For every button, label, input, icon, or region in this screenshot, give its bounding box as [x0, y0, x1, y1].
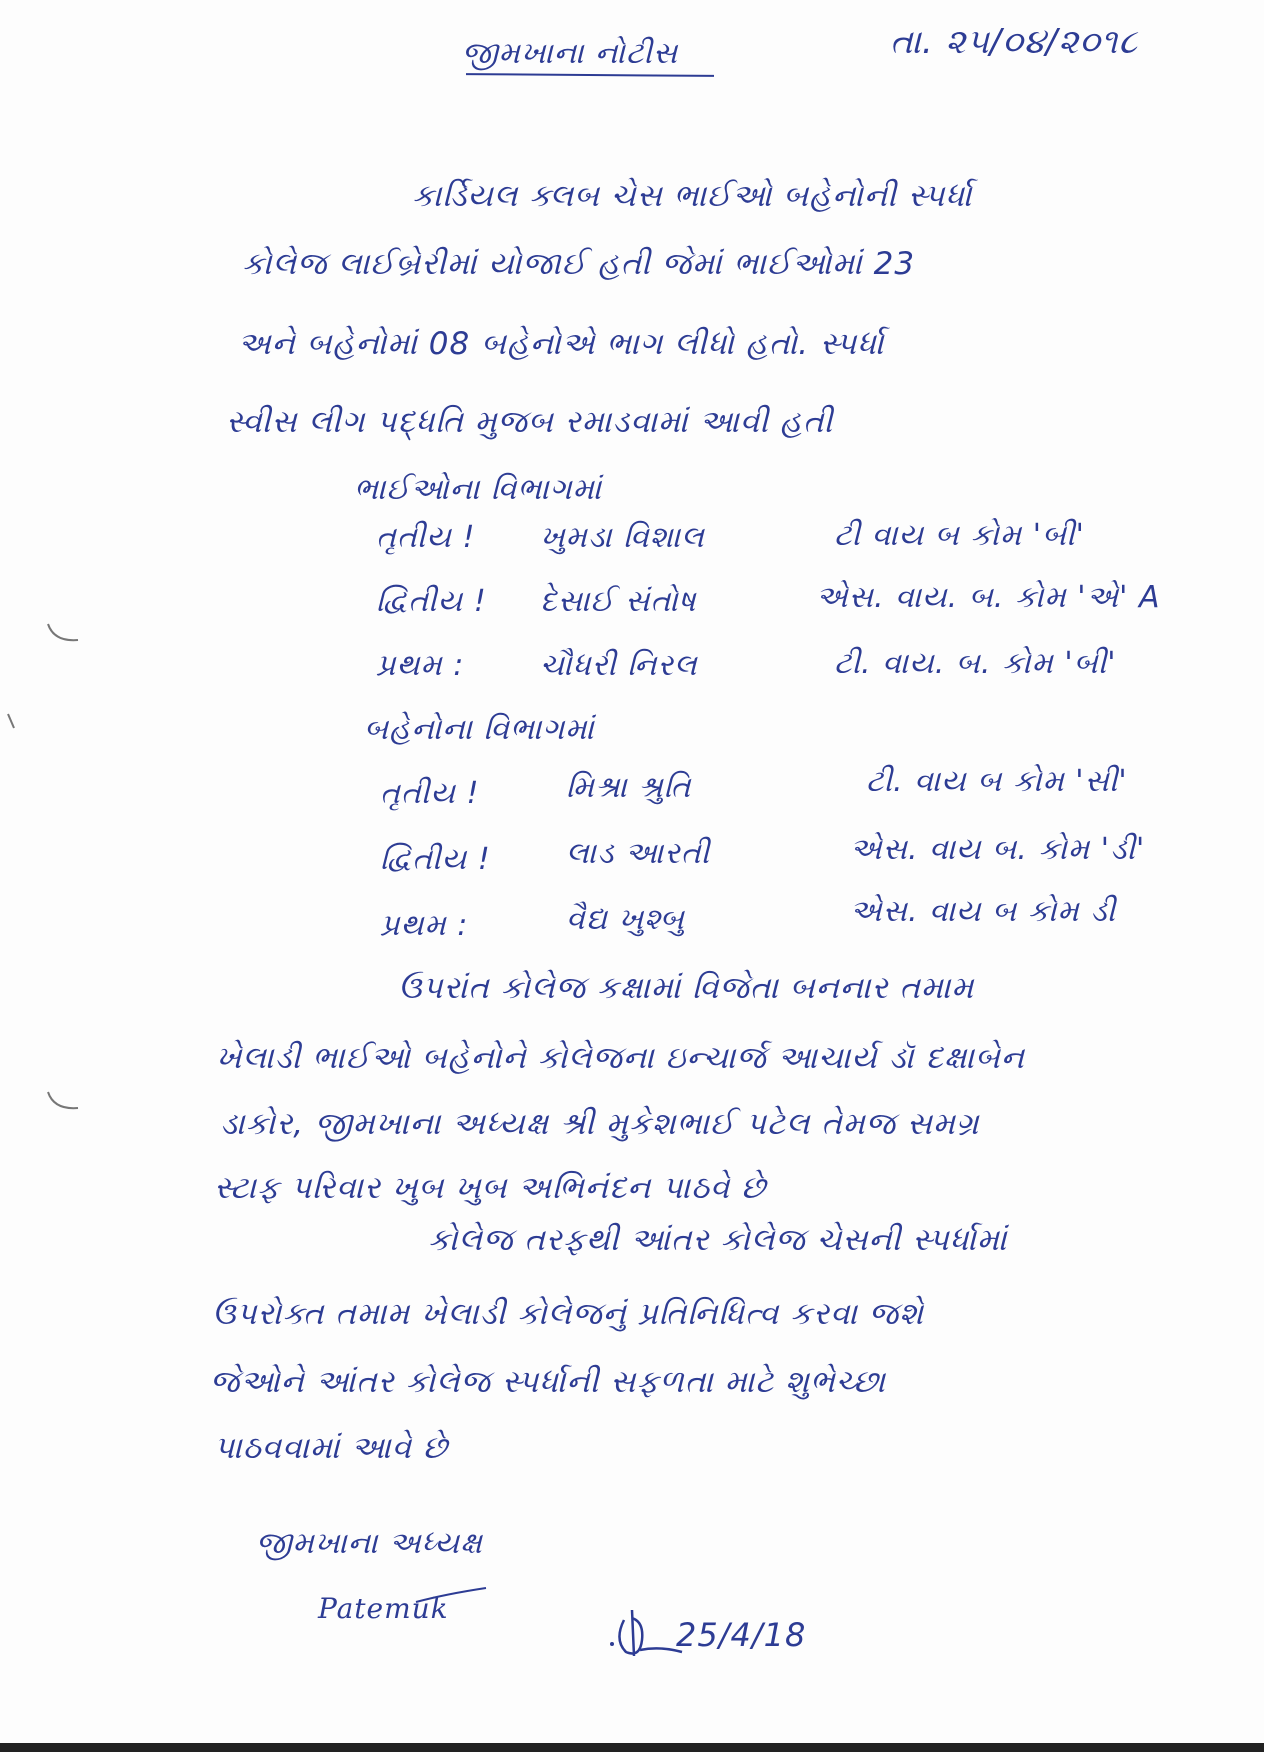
wishes-line-2: ઉપરોક્ત તમામ ખેલાડી કોલેજનું પ્રતિનિધિત્વ કરવા જશે: [212, 1296, 925, 1332]
congrats-line-3: ડાકોર, જીમખાના અધ્યક્ષ શ્રી મુકેશભાઈ પટેલ તેમજ સમગ્ર: [220, 1106, 980, 1142]
notice-title: જીમખાના નોટીસ: [462, 36, 679, 71]
congrats-line-4: સ્ટાફ પરિવાર ખુબ ખુબ અભિનંદન પાઠવે છે: [214, 1170, 767, 1206]
girls-name-1: વૈદ્ય ખુશ્બુ: [566, 902, 685, 937]
girls-section-heading: બહેનોના વિભાગમાં: [364, 712, 595, 747]
intro-line-1: કાર્ડિયલ ક્લબ ચેસ ભાઈઓ બહેનોની સ્પર્ધા: [412, 178, 973, 214]
scan-mark-tick: [4, 712, 18, 732]
notice-date: તા. ૨૫/૦૪/૨૦૧૮: [890, 22, 1139, 62]
girls-rank-2: દ્વિતીય !: [380, 842, 491, 877]
title-underline: [466, 73, 714, 77]
intro-line-3: અને બહેનોમાં 08 બહેનોએ ભાગ લીધો હતો. સ્પર્ધા: [238, 326, 885, 362]
boys-name-3: ખુમડા વિશાલ: [540, 520, 705, 555]
girls-class-3: ટી. વાય બ કોમ 'સી': [866, 764, 1128, 799]
intro-line-2: કોલેજ લાઈબ્રેરીમાં યોજાઈ હતી જેમાં ભાઈઓમાં 23: [242, 246, 916, 282]
wishes-line-1: કોલેજ તરફથી આંતર કોલેજ ચેસની સ્પર્ધામાં: [428, 1222, 1008, 1258]
boys-rank-3: તૃતીય !: [376, 520, 476, 555]
boys-section-heading: ભાઈઓના વિભાગમાં: [354, 472, 603, 507]
congrats-line-1: ઉપરાંત કોલેજ કક્ષામાં વિજેતા બનનાર તમામ: [398, 970, 975, 1006]
girls-class-1: એસ. વાય બ કોમ ડી: [850, 894, 1117, 929]
signature-stroke: [316, 1580, 496, 1620]
boys-rank-1: પ્રથમ :: [376, 648, 465, 683]
signatory-title: જીમખાના અધ્યક્ષ: [256, 1526, 483, 1561]
girls-class-2: એસ. વાય બ. કોમ 'ડી': [850, 832, 1146, 867]
boys-name-2: દેસાઈ સંતોષ: [540, 584, 697, 619]
girls-name-2: લાડ આરતી: [566, 836, 711, 871]
initials-date: 25/4/18: [676, 1616, 807, 1654]
scan-bottom-edge: [0, 1743, 1264, 1752]
boys-class-1: ટી. વાય. બ. કોમ 'બી': [834, 646, 1117, 681]
scan-mark-hole-2: [44, 1088, 84, 1118]
congrats-line-2: ખેલાડી ભાઈઓ બહેનોને કોલેજના ઇન્ચાર્જ આચાર્ય ડૉ દક્ષાબેન: [216, 1040, 1025, 1076]
girls-rank-3: તૃતીય !: [380, 776, 480, 811]
intro-line-4: સ્વીસ લીગ પદ્ધતિ મુજબ રમાડવામાં આવી હતી: [226, 404, 834, 440]
girls-name-3: મિશ્રા શ્રુતિ: [566, 770, 692, 805]
scan-mark-hole-1: [44, 620, 84, 650]
boys-class-2: એસ. વાય. બ. કોમ 'એ' A: [816, 580, 1161, 615]
wishes-line-4: પાઠવવામાં આવે છે: [214, 1430, 448, 1466]
boys-rank-2: દ્વિતીય !: [376, 584, 487, 619]
boys-name-1: ચૌધરી નિરલ: [540, 648, 698, 683]
boys-class-3: ટી વાય બ કોમ 'બી': [834, 518, 1085, 553]
signature-text: Patemuk: [318, 1592, 449, 1625]
girls-rank-1: પ્રથમ :: [380, 908, 469, 943]
wishes-line-3: જેઓને આંતર કોલેજ સ્પર્ધાની સફળતા માટે શુભેચ્છા: [210, 1364, 886, 1400]
